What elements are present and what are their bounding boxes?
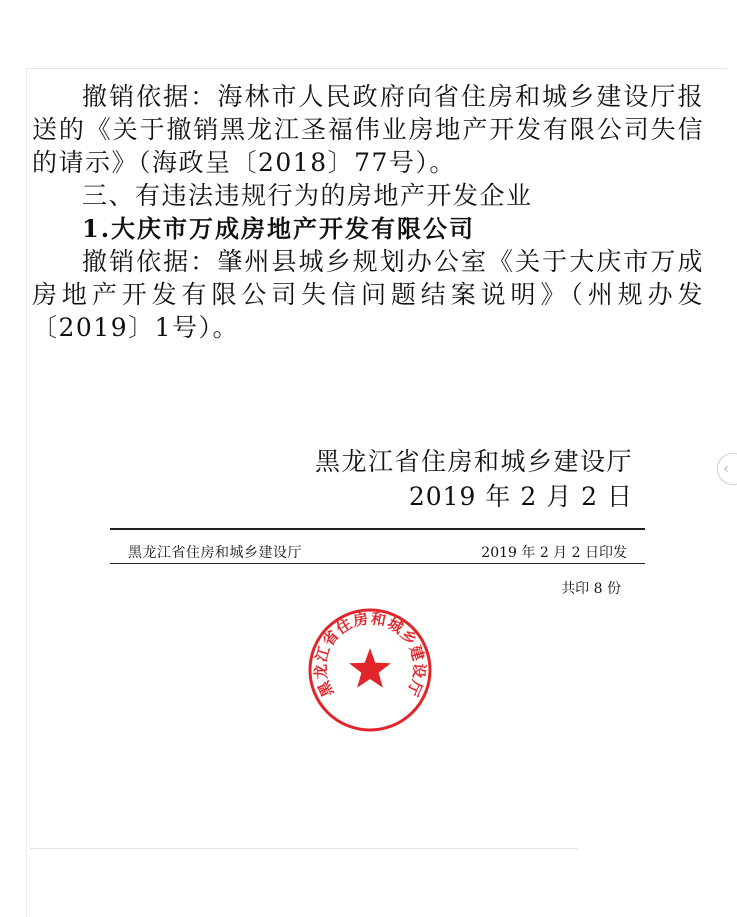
footer-rule-top <box>110 528 645 530</box>
signature-organization: 黑龙江省住房和城乡建设厅 <box>314 447 633 476</box>
revocation-basis-paragraph-2: 撤销依据：肇州县城乡规划办公室《关于大庆市万成房地产开发有限公司失信问题结案说明》（州规办发〔2019〕1号）。 <box>32 247 704 342</box>
page-edge-left <box>26 68 27 917</box>
footer-copies: 共印 8 份 <box>561 581 621 597</box>
footer-issuer: 黑龙江省住房和城乡建设厅 <box>128 545 302 561</box>
page-edge-top <box>26 68 727 69</box>
page-bottom-divider <box>30 848 578 849</box>
section-heading-3: 三、有违法违规行为的房地产开发企业 <box>82 181 533 210</box>
footer-print-date: 2019 年 2 月 2 日印发 <box>481 545 627 561</box>
seal-star <box>349 648 391 688</box>
signature-date: 2019 年 2 月 2 日 <box>408 482 633 511</box>
next-page-arrow-icon[interactable]: ‹ <box>717 453 737 485</box>
official-seal-icon <box>306 606 434 734</box>
seal-text: 黑龙江省住房和城乡建设厅 <box>311 609 429 700</box>
revocation-basis-paragraph-1: 撤销依据：海林市人民政府向省住房和城乡建设厅报送的《关于撤销黑龙江圣福伟业房地产开发有限公司失信的请示》（海政呈〔2018〕77号）。 <box>32 82 704 177</box>
footer-rule-bottom <box>110 563 645 564</box>
document-body <box>32 80 704 344</box>
company-subheading-1: 1.大庆市万成房地产开发有限公司 <box>82 214 476 243</box>
